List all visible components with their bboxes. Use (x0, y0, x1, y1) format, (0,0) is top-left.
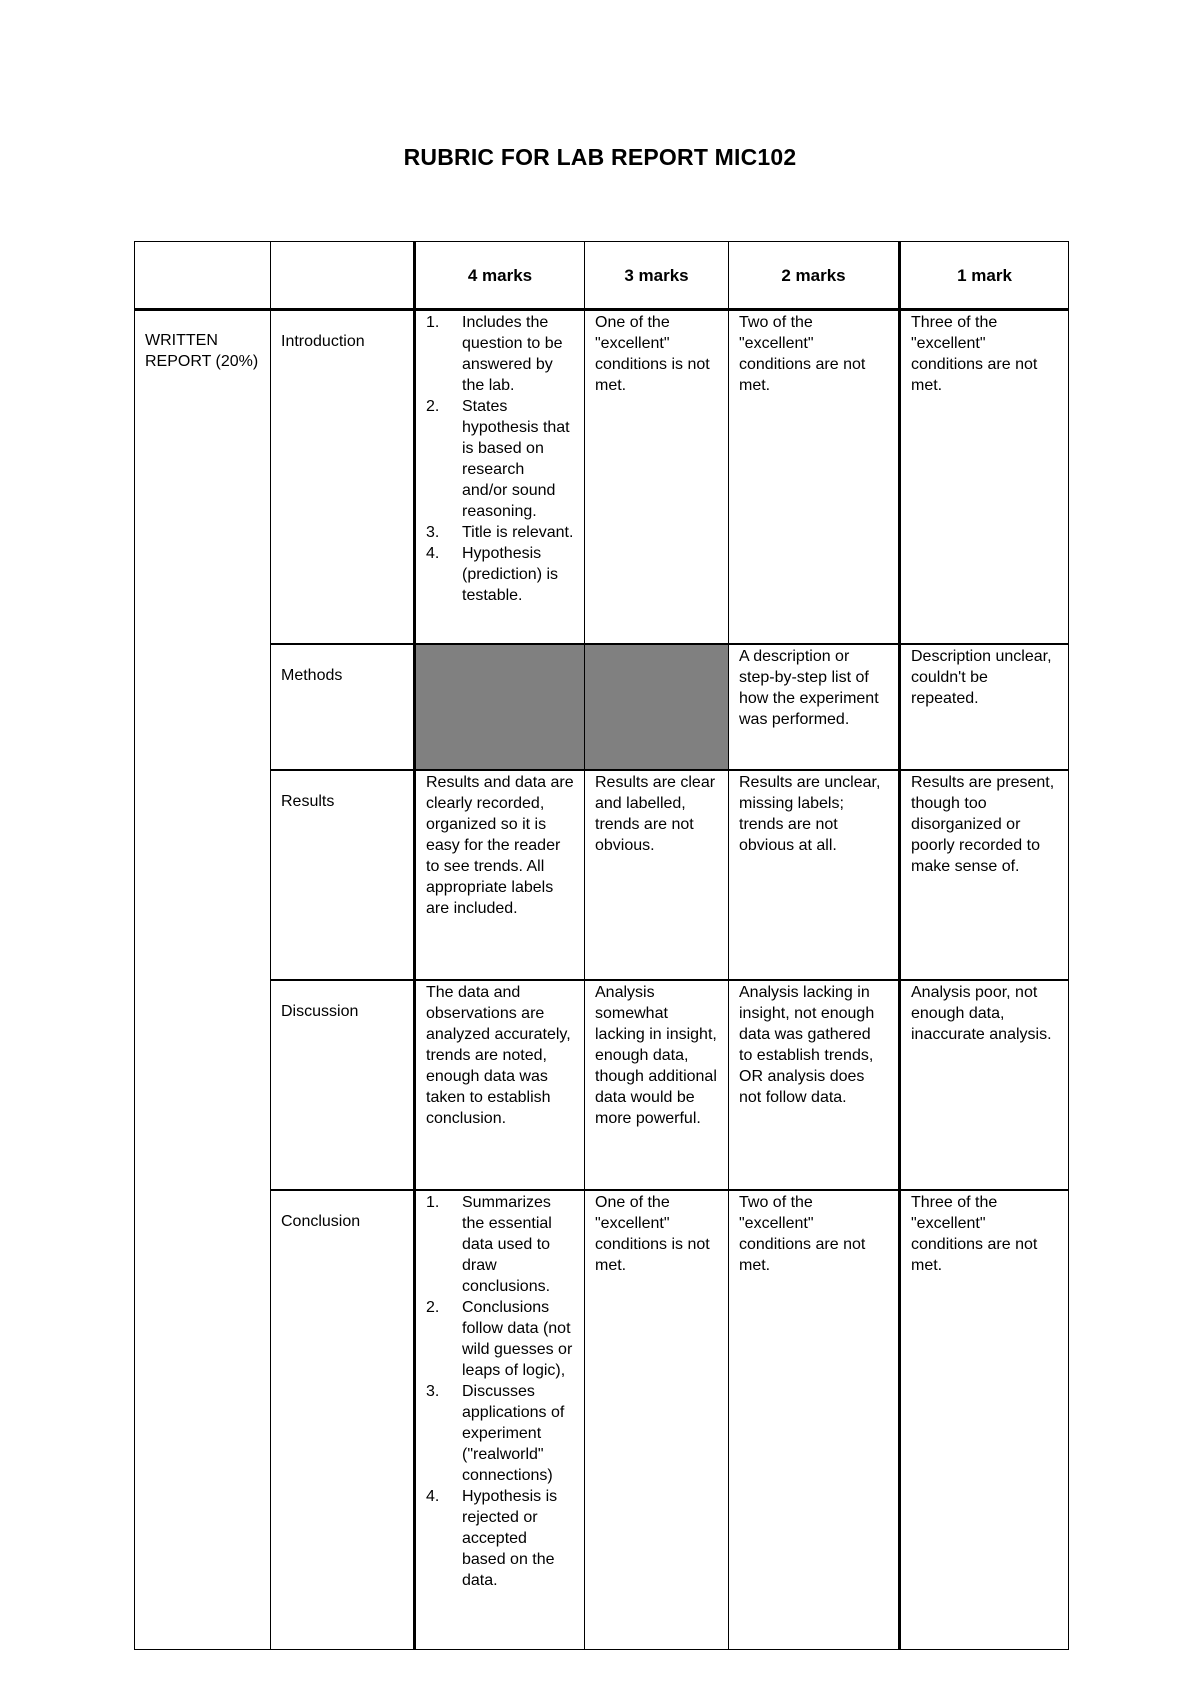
page-title: RUBRIC FOR LAB REPORT MIC102 (403, 144, 797, 170)
methods-2-marks: A description or step-by-step list of how the experiment was performed. (729, 644, 900, 770)
methods-4-marks-shaded (415, 644, 585, 770)
header-blank-criterion (271, 242, 415, 310)
header-blank-category (135, 242, 271, 310)
rubric-table (134, 241, 1069, 1650)
category-written-report: WRITTEN REPORT (20%) (135, 310, 271, 1650)
header-row (135, 242, 1069, 310)
list-item: 4. Hypothesis is rejected or accepted based on the data. (426, 1488, 558, 1589)
list-item: 2. States hypothesis that is based on research and/or sound reasoning. (426, 398, 570, 520)
results-4-marks: Results and data are clearly recorded, organized so it is easy for the reader to see trends. All appropriate labels are included. (415, 770, 585, 980)
table-row-discussion (135, 980, 1069, 1190)
table-row-results (135, 770, 1069, 980)
table-row-introduction (135, 310, 1069, 645)
results-2-marks: Results are unclear, missing labels; trends are not obvious at all. (729, 770, 900, 980)
criterion-results: Results (271, 770, 415, 980)
introduction-2-marks: Two of the "excellent" conditions are not met. (729, 310, 900, 645)
conclusion-criteria-list (426, 1192, 574, 1591)
conclusion-4-marks (415, 1190, 585, 1650)
conclusion-2-marks: Two of the "excellent" conditions are not met. (729, 1190, 900, 1650)
criterion-conclusion: Conclusion (271, 1190, 415, 1650)
results-3-marks: Results are clear and labelled, trends are not obvious. (585, 770, 729, 980)
methods-3-marks-shaded (585, 644, 729, 770)
table-row-methods (135, 644, 1069, 770)
criterion-introduction: Introduction (271, 310, 415, 645)
conclusion-1-mark: Three of the "excellent" conditions are not met. (900, 1190, 1069, 1650)
table-row-conclusion (135, 1190, 1069, 1650)
header-3-marks: 3 marks (585, 242, 729, 310)
list-item: 1. Summarizes the essential data used to draw conclusions. (426, 1194, 552, 1295)
results-1-mark: Results are present, though too disorganized or poorly recorded to make sense of. (900, 770, 1069, 980)
discussion-3-marks: Analysis somewhat lacking in insight, enough data, though additional data would be more powerful. (585, 980, 729, 1190)
list-item: 1. Includes the question to be answered by the lab. (426, 314, 563, 394)
list-item: 2. Conclusions follow data (not wild guesses or leaps of logic), (426, 1299, 573, 1379)
discussion-1-mark: Analysis poor, not enough data, inaccurate analysis. (900, 980, 1069, 1190)
criterion-methods: Methods (271, 644, 415, 770)
methods-1-mark: Description unclear, couldn't be repeated. (900, 644, 1069, 770)
header-2-marks: 2 marks (729, 242, 900, 310)
introduction-1-mark: Three of the "excellent" conditions are not met. (900, 310, 1069, 645)
conclusion-3-marks: One of the "excellent" conditions is not met. (585, 1190, 729, 1650)
introduction-3-marks: One of the "excellent" conditions is not met. (585, 310, 729, 645)
criterion-discussion: Discussion (271, 980, 415, 1190)
header-4-marks: 4 marks (415, 242, 585, 310)
list-item: 3. Title is relevant. (426, 524, 574, 541)
header-1-mark: 1 mark (900, 242, 1069, 310)
list-item: 4. Hypothesis (prediction) is testable. (426, 545, 559, 604)
introduction-4-marks (415, 310, 585, 645)
list-item: 3. Discusses applications of experiment ("realworld" connections) (426, 1383, 565, 1484)
discussion-4-marks: The data and observations are analyzed accurately, trends are noted, enough data was taken to establish conclusion. (415, 980, 585, 1190)
introduction-criteria-list (426, 312, 574, 606)
discussion-2-marks: Analysis lacking in insight, not enough data was gathered to establish trends, OR analysis does not follow data. (729, 980, 900, 1190)
